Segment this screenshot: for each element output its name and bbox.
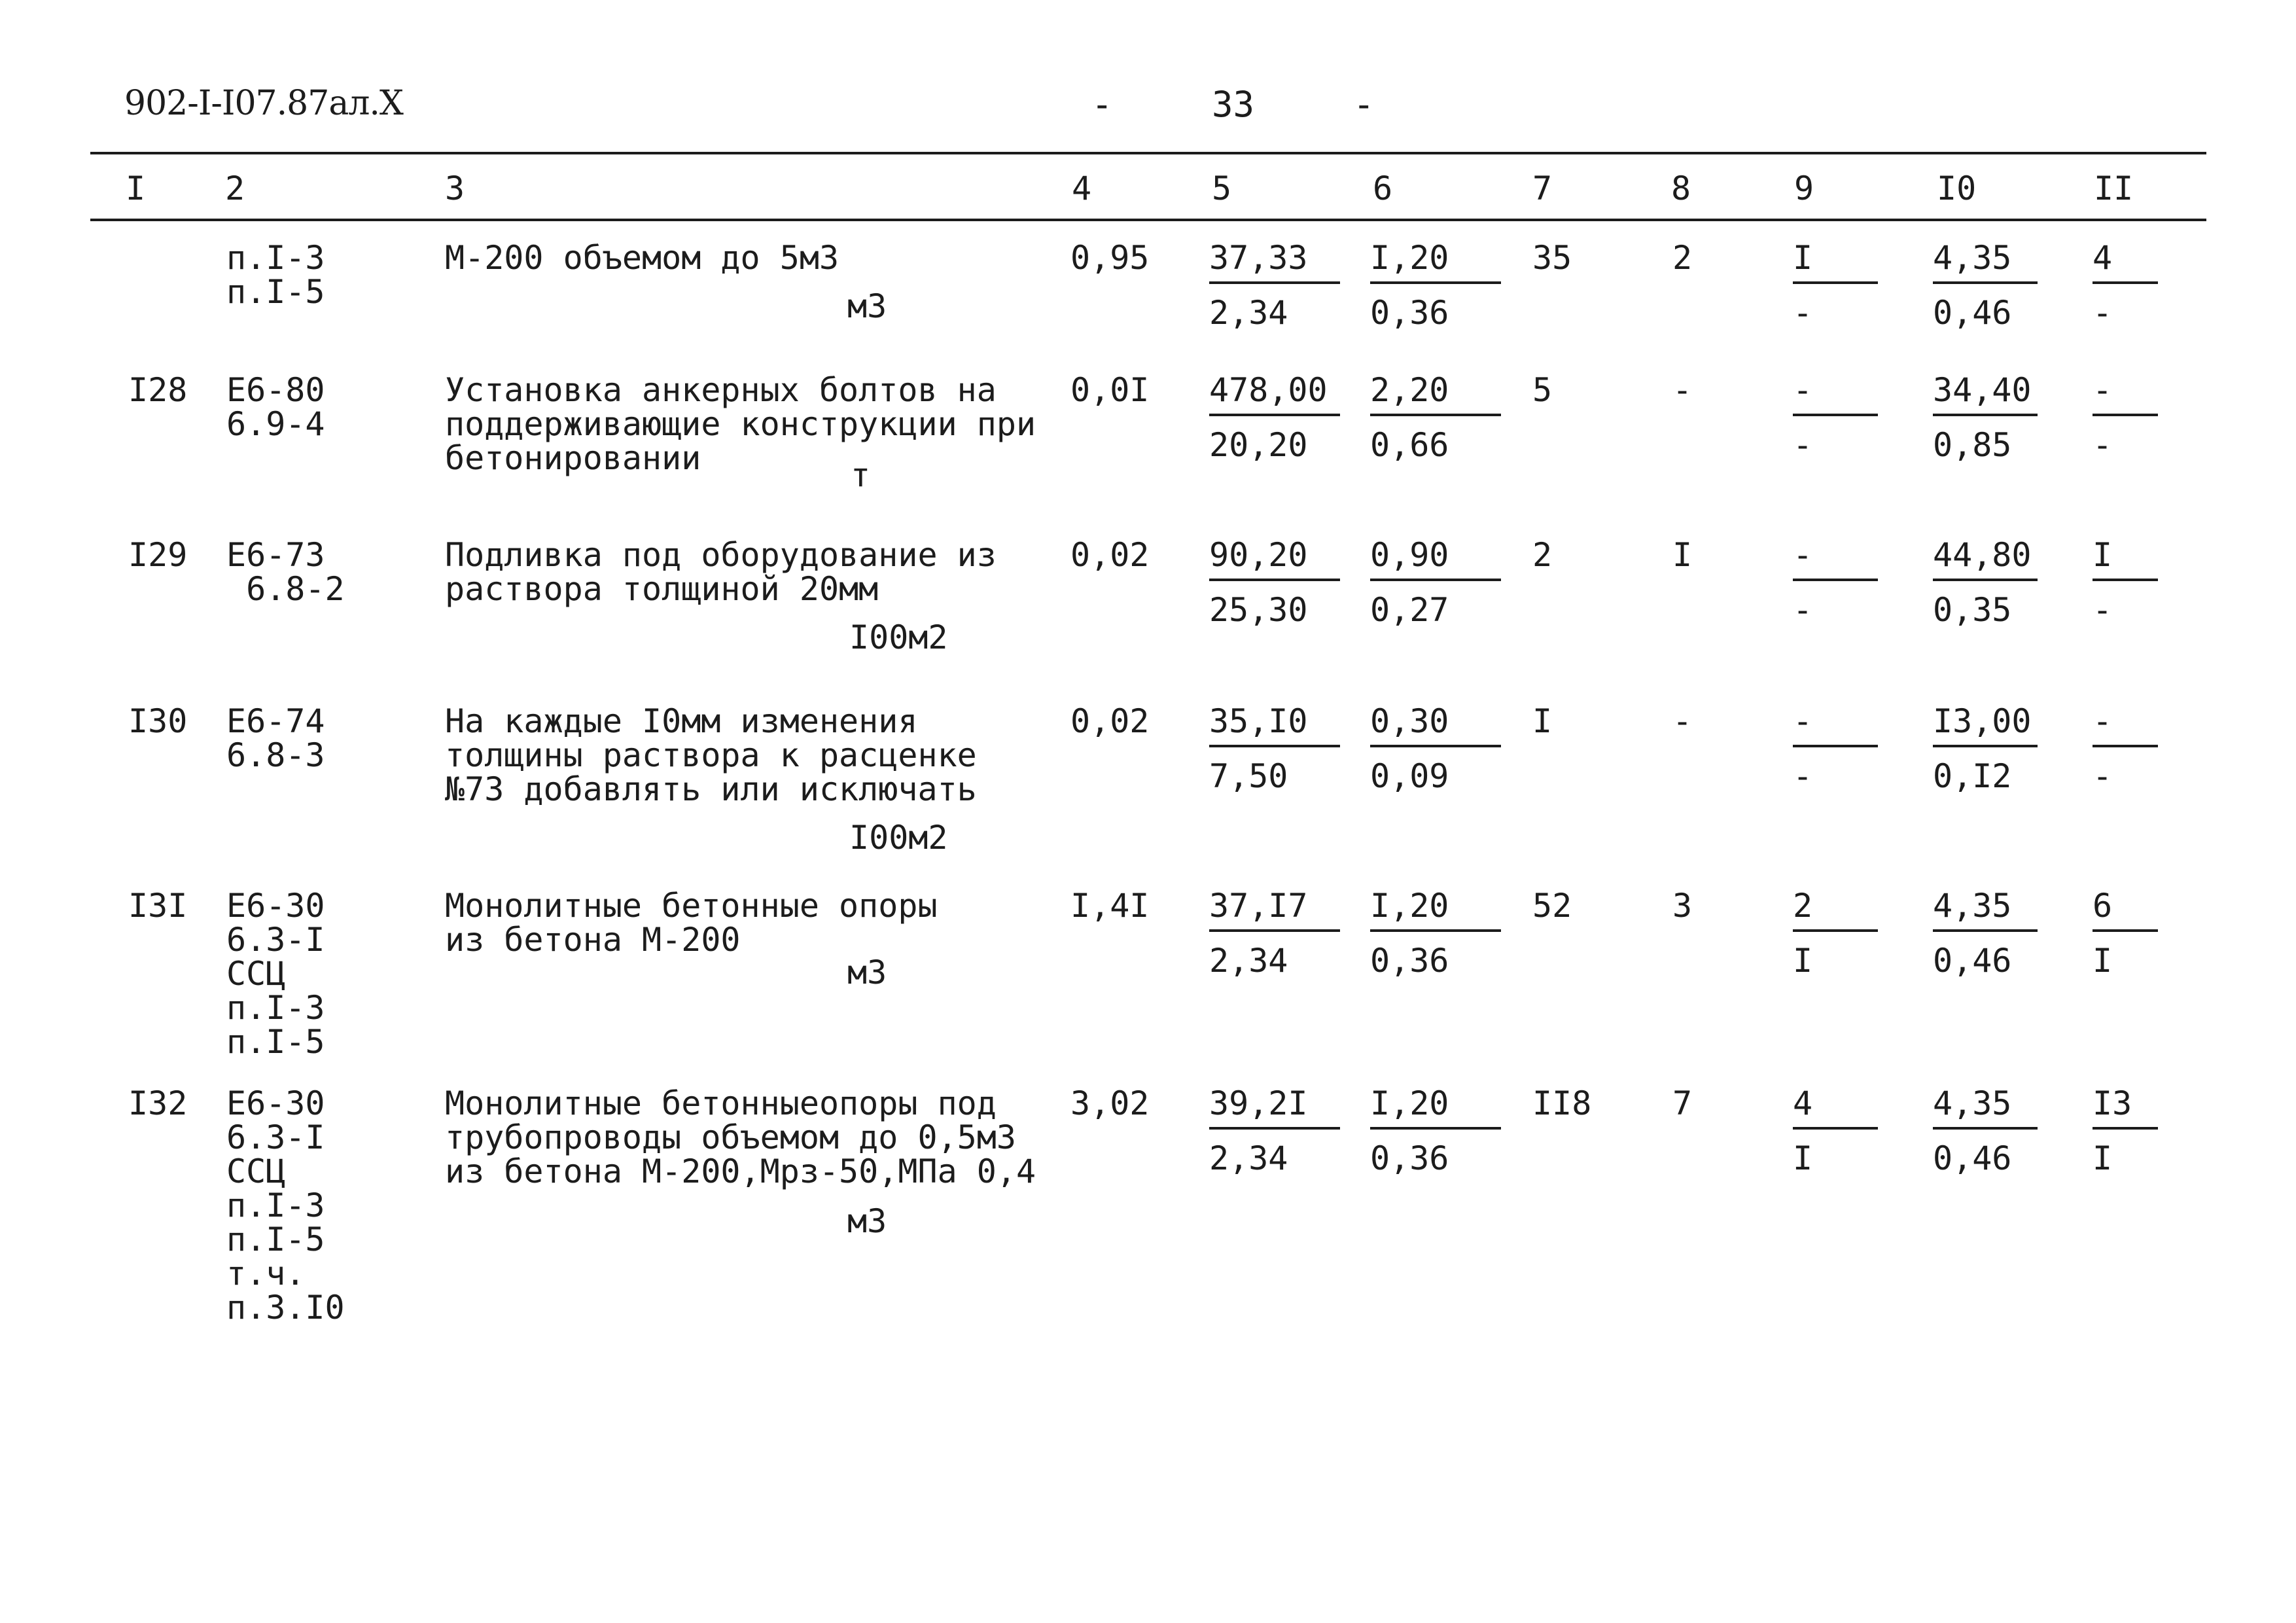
row-col11: $\frac{I3}{I}$ — [2093, 1086, 2158, 1175]
row-col5: $\frac{37,33}{2,34}$ — [1209, 241, 1340, 330]
row-col10: $\frac{4,35}{0,46}$ — [1933, 241, 2038, 330]
row-number: I3I — [128, 887, 188, 925]
row-col10: $\frac{4,35}{0,46}$ — [1933, 1086, 2038, 1175]
row-col4: 0,0I — [1070, 371, 1150, 409]
row-number: I29 — [128, 536, 188, 574]
row-col4: I,4I — [1070, 887, 1150, 925]
row-description: М-200 объемом до 5м3 — [445, 239, 839, 277]
row-col9: I - — [1793, 241, 1878, 330]
col-header-6: 6 — [1373, 169, 1393, 207]
col-header-11: II — [2094, 169, 2134, 207]
row-col8: - — [1672, 371, 1693, 409]
row-col7: 5 — [1532, 371, 1553, 409]
row-col6: $\frac{I,20}{0,36}$ — [1370, 889, 1501, 978]
row-col5: $\frac{90,20}{25,30}$ — [1209, 538, 1340, 627]
row-unit: т — [851, 456, 871, 494]
document-code: 902-I-I07.87ал.X — [124, 84, 403, 123]
row-col4: 3,02 — [1070, 1084, 1150, 1122]
col-header-7: 7 — [1532, 169, 1553, 207]
row-col6: $\frac{I,20}{0,36}$ — [1370, 241, 1501, 330]
row-col6: $\frac{2,20}{0,66}$ — [1370, 373, 1501, 462]
row-col11: I - — [2093, 538, 2158, 627]
row-col11: 4 - — [2093, 241, 2158, 330]
row-col8: 3 — [1672, 887, 1693, 925]
row-col10: $\frac{I3,00}{0,I2}$ — [1933, 704, 2038, 793]
row-col9: $\frac{2}{I}$ — [1793, 889, 1878, 978]
row-col7: II8 — [1532, 1084, 1592, 1122]
row-unit: I00м2 — [849, 819, 948, 857]
row-col5: $\frac{35,I0}{7,50}$ — [1209, 704, 1340, 793]
row-col4: 0,02 — [1070, 536, 1150, 574]
row-unit: I00м2 — [849, 618, 948, 656]
row-description: Монолитные бетонные опоры из бетона М-200 — [445, 887, 938, 959]
row-col7: 2 — [1532, 536, 1553, 574]
col-header-8: 8 — [1671, 169, 1691, 207]
page-dash-left: - — [1091, 84, 1113, 125]
row-col11: - - — [2093, 704, 2158, 793]
table-top-rule — [90, 152, 2206, 154]
row-unit: м3 — [847, 1202, 887, 1240]
row-col6: $\frac{0,90}{0,27}$ — [1370, 538, 1501, 627]
row-col9: - - — [1793, 704, 1878, 793]
row-code: п.I-3 п.I-5 — [226, 239, 325, 311]
col-header-1: I — [126, 169, 146, 207]
col-header-2: 2 — [225, 169, 245, 207]
col-header-3: 3 — [445, 169, 465, 207]
row-col9: $\frac{4}{I}$ — [1793, 1086, 1878, 1175]
row-number: I30 — [128, 702, 188, 740]
row-col8: I — [1672, 536, 1693, 574]
row-col11: $\frac{6}{I}$ — [2093, 889, 2158, 978]
row-col4: 0,02 — [1070, 702, 1150, 740]
row-col7: 52 — [1532, 887, 1572, 925]
col-header-10: I0 — [1937, 169, 1977, 207]
row-code: Е6-73 6.8-2 — [226, 536, 345, 608]
row-unit: м3 — [847, 954, 887, 991]
row-col11: - - — [2093, 373, 2158, 462]
row-description: На каждые I0мм изменения толщины раствора к расценке №73 добавлять или исключать — [445, 702, 977, 808]
row-number: I32 — [128, 1084, 188, 1122]
row-code: Е6-30 6.3-I ССЦ п.I-3 п.I-5 — [226, 887, 325, 1061]
col-header-4: 4 — [1072, 169, 1092, 207]
row-col5: $\frac{39,2I}{2,34}$ — [1209, 1086, 1340, 1175]
page-dash-right: - — [1353, 84, 1375, 125]
row-code: Е6-30 6.3-I ССЦ п.I-3 п.I-5 т.ч. п.3.I0 — [226, 1084, 345, 1327]
col-header-5: 5 — [1212, 169, 1232, 207]
row-col10: $\frac{4,35}{0,46}$ — [1933, 889, 2038, 978]
row-col4: 0,95 — [1070, 239, 1150, 277]
row-col6: $\frac{I,20}{0,36}$ — [1370, 1086, 1501, 1175]
row-unit: м3 — [847, 287, 887, 325]
row-col5: $\frac{37,I7}{2,34}$ — [1209, 889, 1340, 978]
row-code: Е6-74 6.8-3 — [226, 702, 325, 774]
table-header-rule — [90, 219, 2206, 221]
row-description: Монолитные бетонныеопоры под трубопроводы объемом до 0,5м3 из бетона М-200,Мрз-50,МПа 0,4 — [445, 1084, 1036, 1190]
page-number: 33 — [1212, 84, 1255, 125]
col-header-9: 9 — [1794, 169, 1814, 207]
row-col10: $\frac{34,40}{0,85}$ — [1933, 373, 2038, 462]
row-col8: 2 — [1672, 239, 1693, 277]
row-col5: $\frac{478,00}{20,20}$ — [1209, 373, 1340, 462]
row-col6: $\frac{0,30}{0,09}$ — [1370, 704, 1501, 793]
row-description: Установка анкерных болтов на поддерживающие конструкции при бетонировании — [445, 371, 1036, 477]
row-number: I28 — [128, 371, 188, 409]
row-col8: - — [1672, 702, 1693, 740]
row-col7: I — [1532, 702, 1553, 740]
row-col7: 35 — [1532, 239, 1572, 277]
row-code: Е6-80 6.9-4 — [226, 371, 325, 443]
row-col9: - - — [1793, 373, 1878, 462]
row-col8: 7 — [1672, 1084, 1693, 1122]
row-col10: $\frac{44,80}{0,35}$ — [1933, 538, 2038, 627]
row-description: Подливка под оборудование из раствора толщиной 20мм — [445, 536, 997, 608]
row-col9: - - — [1793, 538, 1878, 627]
